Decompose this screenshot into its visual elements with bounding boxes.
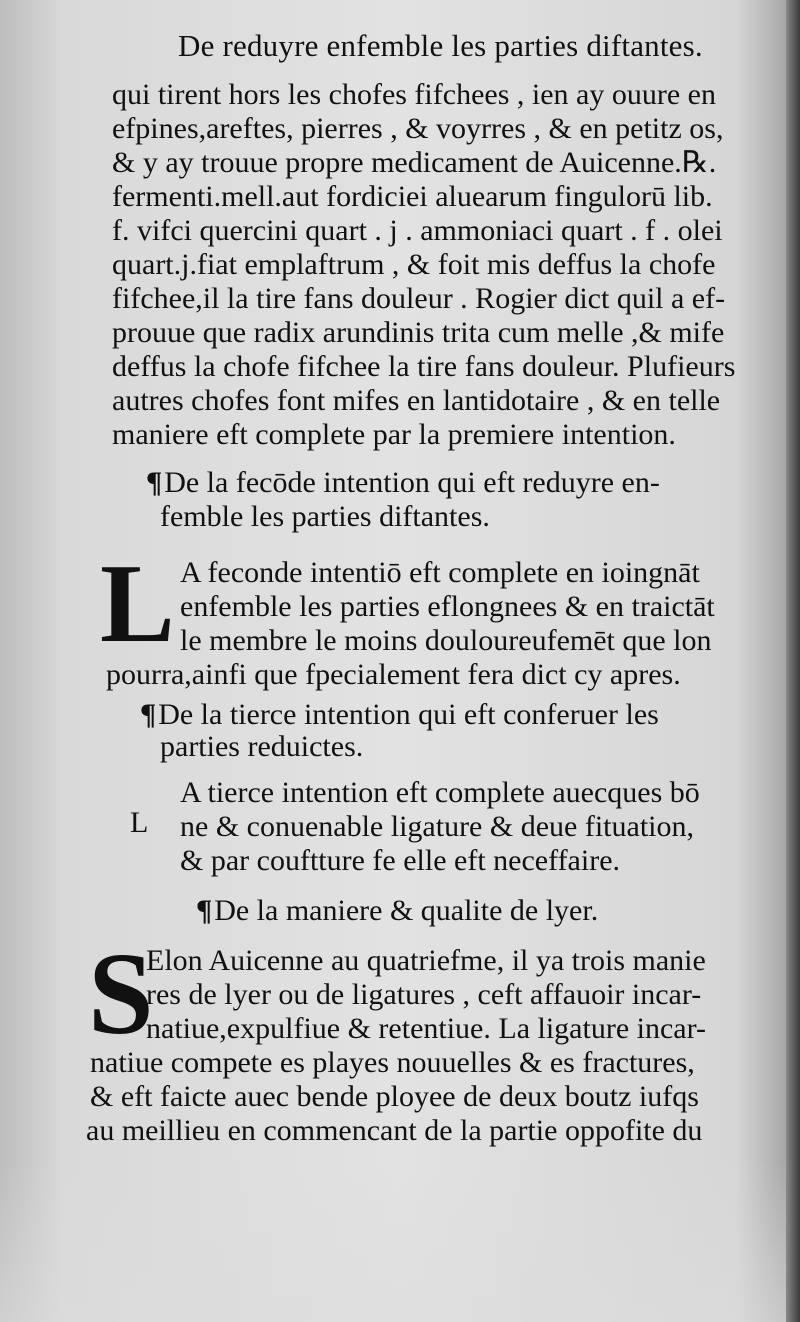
text-line: Elon Auicenne au quatriefme, il ya trois manie bbox=[146, 944, 706, 977]
heading-line bbox=[140, 698, 659, 732]
text-line: pourra,ainfi que fpecialement fera dict cy apres. bbox=[106, 658, 681, 691]
text-line: & eft faicte auec bende ployee de deux boutz iufqs bbox=[90, 1080, 699, 1113]
heading-line bbox=[196, 894, 598, 928]
dropcap-letter: S bbox=[88, 928, 154, 1059]
text-line: & y ay trouue propre medicament de Auicenne.℞. bbox=[112, 146, 717, 179]
text-line: res de lyer ou de ligatures , ceft affauoir incar- bbox=[146, 978, 702, 1011]
text-line: fermenti.mell.aut fordiciei aluearum fingulorū lib. bbox=[112, 180, 713, 213]
text-line: autres chofes font mifes en lantidotaire , & en telle bbox=[112, 384, 721, 417]
text-line: ne & conuenable ligature & deue fituation, bbox=[180, 810, 694, 843]
dropcap-letter: L bbox=[100, 542, 175, 666]
text-line: maniere eft complete par la premiere intention. bbox=[112, 418, 676, 451]
text-line: enfemble les parties eflongnees & en traictāt bbox=[180, 590, 715, 623]
heading-text: De la fecōde intention qui eft reduyre en- bbox=[164, 466, 660, 499]
text-line: au meillieu en commencant de la partie oppofite du bbox=[86, 1114, 703, 1147]
pilcrow-icon: ¶ bbox=[196, 894, 213, 927]
text-line: prouue que radix arundinis trita cum melle ,& mife bbox=[112, 316, 725, 349]
text-line: fifchee,il la tire fans douleur . Rogier dict quil a ef- bbox=[112, 282, 726, 315]
text-line: deffus la chofe fifchee la tire fans douleur. Plufieurs bbox=[112, 350, 736, 383]
text-line: & par couftture fe elle eft neceffaire. bbox=[180, 844, 621, 877]
heading-line: femble les parties diftantes. bbox=[160, 500, 490, 533]
heading-text: De la tierce intention qui eft conferuer les bbox=[158, 698, 659, 731]
text-line: natiue compete es playes nouuelles & es fractures, bbox=[90, 1046, 695, 1079]
pilcrow-icon: ¶ bbox=[146, 466, 163, 499]
pilcrow-icon: ¶ bbox=[140, 698, 157, 731]
text-line: le membre le moins douloureufemēt que lon bbox=[180, 624, 712, 657]
dropcap-letter: L bbox=[130, 806, 149, 839]
heading-text: De la maniere & qualite de lyer. bbox=[214, 894, 599, 927]
text-line: f. vifci quercini quart . j . ammoniaci quart . f . olei bbox=[112, 214, 723, 247]
heading-line: parties reduictes. bbox=[160, 730, 364, 763]
page-lower-margin bbox=[0, 1160, 786, 1322]
text-line: quart.j.fiat emplaftrum , & foit mis deffus la chofe bbox=[112, 248, 716, 281]
text-line: natiue,expulfiue & retentiue. La ligature incar- bbox=[146, 1012, 706, 1045]
text-line: A feconde intentiō eft complete en ioingnāt bbox=[180, 556, 700, 589]
text-line: efpines,areftes, pierres , & voyrres , & en petitz os, bbox=[112, 112, 724, 145]
running-head: De reduyre enfemble les parties diftantes. bbox=[178, 28, 703, 63]
text-line: A tierce intention eft complete auecques bō bbox=[180, 776, 700, 809]
text-line: qui tirent hors les chofes fifchees , ien ay ouure en bbox=[112, 78, 716, 111]
heading-line bbox=[146, 466, 660, 500]
page-binding-edge bbox=[786, 0, 800, 1322]
